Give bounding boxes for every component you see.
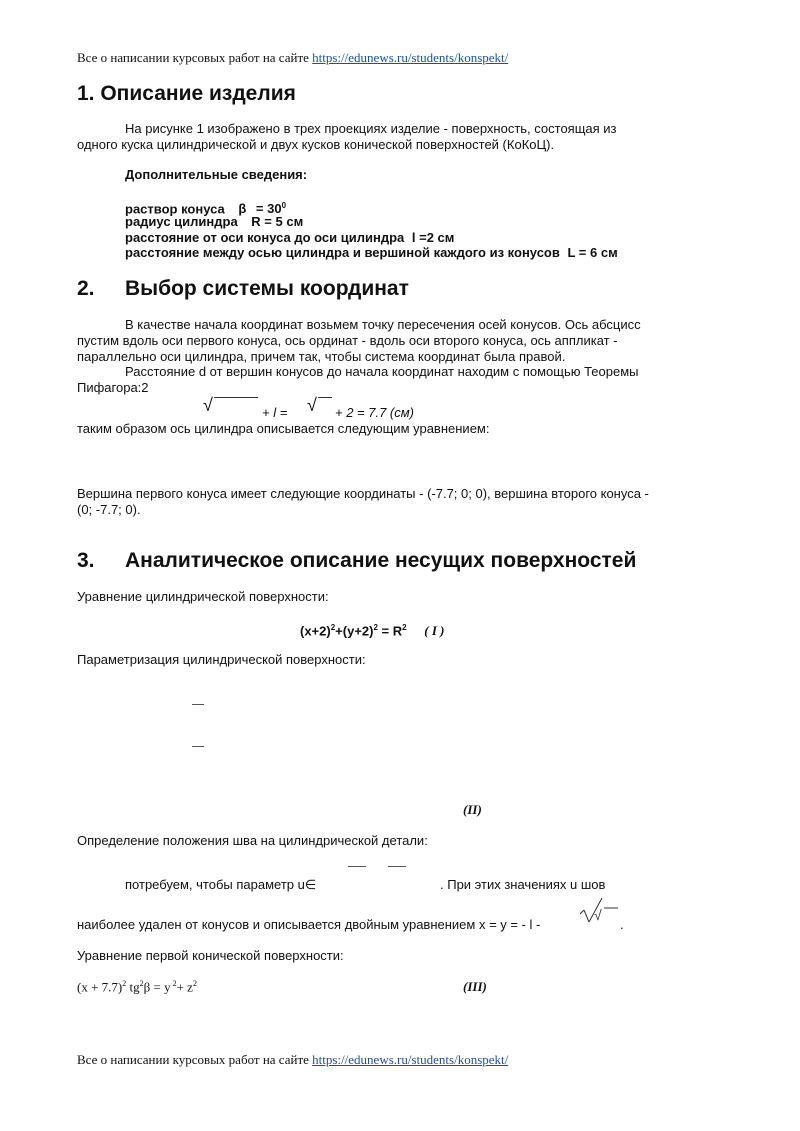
- section1-para-line1: На рисунке 1 изображено в трех проекциях изделие - поверхность, состоящая из: [125, 121, 617, 136]
- cone-equation: [77, 979, 197, 995]
- cyl-eq-a-exp: 2: [330, 623, 336, 632]
- section2-line1: В качестве начала координат возьмем точку пересечения осей конусов. Ось абсцисс: [125, 317, 641, 332]
- fraction-bar: [192, 704, 204, 705]
- seam-line1-b: . При этих значениях u шов: [440, 877, 606, 892]
- equation-tag-1: ( I ): [424, 623, 445, 639]
- radius-value: R = 5 см: [251, 214, 304, 229]
- cone-eq-label: Уравнение первой конической поверхности:: [77, 948, 344, 963]
- cone-eq-c-exp: 2: [170, 979, 177, 988]
- cone-eq-b-exp: 2: [139, 979, 144, 988]
- page-footer: [77, 1052, 508, 1068]
- cyl-eq-b-exp: 2: [373, 623, 378, 632]
- section2-line2: пустим вдоль оси первого конуса, ось ординат - вдоль оси второго конуса, ось аппликат -: [77, 333, 618, 348]
- seam-line1-a: потребуем, чтобы параметр u∈: [125, 877, 317, 892]
- header-link[interactable]: https://edunews.ru/students/konspekt/: [312, 50, 509, 65]
- param-label: Параметризация цилиндрической поверхности:: [77, 652, 366, 667]
- section2-line5: Пифагора:2: [77, 380, 149, 395]
- cone-eq-d-exp: 2: [192, 979, 197, 988]
- section2-title: Выбор системы координат: [125, 277, 409, 300]
- seam-label: Определение положения шва на цилиндрической детали:: [77, 833, 428, 848]
- section2-number: 2.: [77, 277, 95, 300]
- header-text: Все о написании курсовых работ на сайте: [77, 50, 309, 65]
- svg-text:√: √: [594, 907, 602, 923]
- section2-line6: таким образом ось цилиндра описывается следующим уравнением:: [77, 421, 490, 436]
- footer-link[interactable]: https://edunews.ru/students/konspekt/: [312, 1052, 509, 1067]
- cone-eq-b: tg: [126, 979, 140, 995]
- radius-line: [125, 214, 303, 230]
- cone-eq-d: + z: [176, 979, 193, 995]
- section1-para-line2: одного куска цилиндрической и двух кусков конической поверхностей (КоКоЦ).: [77, 137, 555, 152]
- dist-axis-line: [125, 230, 454, 246]
- cyl-eq-c: = R: [377, 623, 403, 639]
- sqrt-fraction-icon: [580, 896, 620, 926]
- cone-eq-a-exp: 2: [122, 979, 127, 988]
- cyl-eq-b: +(y+2): [335, 623, 374, 639]
- dist-vertex-line: [125, 245, 618, 261]
- section3-title: Аналитическое описание несущих поверхностей: [125, 549, 637, 572]
- fraction-bar: [388, 866, 406, 867]
- fraction-bar: [348, 866, 366, 867]
- seam-line2-end: .: [620, 917, 624, 932]
- dist-axis-label: расстояние от оси конуса до оси цилиндра: [125, 230, 405, 245]
- footer-text: Все о написании курсовых работ на сайте: [77, 1052, 309, 1067]
- section3-number: 3.: [77, 549, 95, 572]
- cone-angle-value: = 30: [255, 201, 282, 217]
- dist-axis-value: l =2 см: [411, 230, 455, 245]
- cone-angle-label: раствор конуса: [125, 201, 225, 217]
- sqrt-icon: √: [307, 395, 317, 415]
- formula-part2: + 2 = 7.7 (см): [335, 405, 415, 420]
- cone-angle-degree: 0: [281, 201, 287, 210]
- dist-vertex-value: L = 6 см: [567, 245, 618, 260]
- cyl-eq-c-exp: 2: [402, 623, 407, 632]
- cone-angle-symbol: β: [238, 201, 247, 217]
- formula-part1: + l =: [262, 405, 288, 420]
- extra-info-title: Дополнительные сведения:: [125, 167, 308, 182]
- cyl-eq-a: (x+2): [300, 623, 331, 639]
- radius-label: радиус цилиндра: [125, 214, 238, 229]
- cylinder-equation: [300, 620, 444, 639]
- equation-tag-2: (II): [463, 802, 482, 817]
- section2-line3: параллельно оси цилиндра, причем так, чтобы система координат была правой.: [77, 349, 566, 364]
- fraction-bar: [192, 746, 204, 747]
- cylinder-eq-label: Уравнение цилиндрической поверхности:: [77, 589, 329, 604]
- cone-eq-c: β = y: [143, 979, 171, 995]
- page-header: [77, 50, 508, 66]
- section1-title: 1. Описание изделия: [77, 82, 296, 105]
- sqrt-icon: √: [203, 395, 213, 415]
- section2-line7: Вершина первого конуса имеет следующие координаты - (-7.7; 0; 0), вершина второго конуса -: [77, 486, 649, 501]
- cone-eq-a: (x + 7.7): [77, 979, 123, 995]
- sqrt-bar: [318, 397, 332, 398]
- equation-tag-3: (III): [463, 979, 487, 994]
- section2-line8: (0; -7.7; 0).: [77, 502, 141, 517]
- sqrt-bar: [214, 397, 258, 398]
- dist-vertex-label: расстояние между осью цилиндра и вершиной каждого из конусов: [125, 245, 560, 260]
- section2-line4: Расстояние d от вершин конусов до начала координат находим с помощью Теоремы: [125, 364, 639, 379]
- seam-line2: наиболее удален от конусов и описывается двойным уравнением x = y = - l -: [77, 917, 541, 932]
